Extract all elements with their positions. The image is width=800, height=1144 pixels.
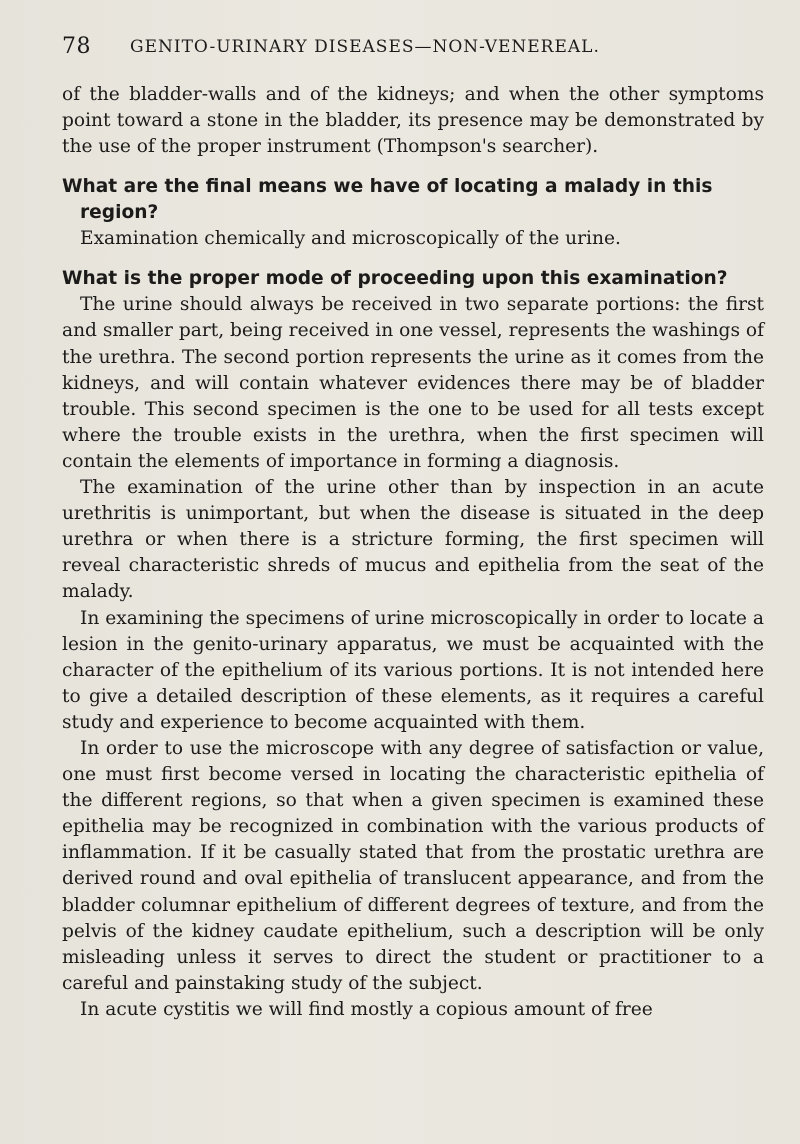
answer-paragraph: In examining the specimens of urine microscopically in order to locate a lesion in the genito-urinary apparatus, we must be acquainted with the character of the epithelium of its various portions. It is not intended here to give a detailed description of these elements, as it requires a careful study and experience to become acquainted with them.: [62, 607, 764, 733]
answer-paragraph: The examination of the urine other than by inspection in an acute urethritis is unimportant, but when the disease is situated in the deep urethra or when there is a stricture forming, the first specimen will reveal characteristic shreds of mucus and epithelia from the seat of the malady.: [62, 477, 764, 603]
question-heading: [62, 174, 764, 226]
paragraph-continuation: of the bladder-walls and of the kidneys; and when the other symptoms point toward a stone in the bladder, its presence may be demonstrated by the use of the proper instrument (Thompson's searcher).: [62, 84, 764, 158]
question-heading: What is the proper mode of proceeding upon this examination?: [62, 268, 728, 290]
answer-paragraph: Examination chemically and microscopically of the urine.: [80, 228, 621, 250]
answer-paragraph: The urine should always be received in two separate portions: the first and smaller part, being received in one vessel, represents the washings of the urethra. The second portion represents the urine as it comes from the kidneys, and will contain whatever evidences there may be of bladder trouble. This second specimen is the one to be used for all tests except where the trouble exists in the urethra, when the first specimen will contain the elements of importance in forming a diagnosis.: [62, 294, 764, 472]
running-title: GENITO-URINARY DISEASES—NON-VENEREAL.: [130, 37, 600, 57]
page-header: [62, 34, 762, 58]
answer-paragraph: In order to use the microscope with any degree of satisfaction or value, one must first become versed in locating the characteristic epithelia of the different regions, so that when a given specimen is examined these epithelia may be recognized in combination with the various products of inflammation. If it be casually stated that from the prostatic urethra are derived round and oval epithelia of translucent appearance, and from the bladder columnar epithelium of different degrees of texture, and from the pelvis of the kidney caudate epithelium, such a description will be only misleading unless it serves to direct the student or practitioner to a careful and painstaking study of the subject.: [62, 737, 764, 994]
answer-paragraph: In acute cystitis we will find mostly a copious amount of free: [80, 998, 653, 1020]
question-line: region?: [80, 202, 159, 224]
page-body: [62, 82, 764, 1023]
page-number: 78: [62, 34, 91, 59]
question-line: What are the final means we have of locating a malady in this: [62, 176, 713, 198]
